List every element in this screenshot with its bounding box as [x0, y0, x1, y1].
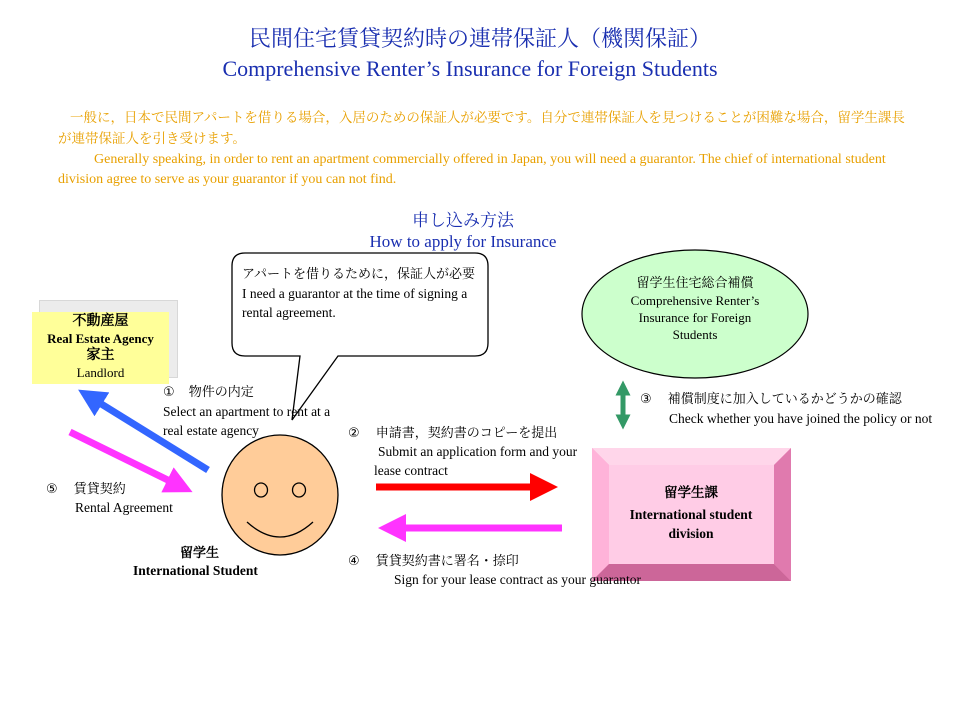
how-to-heading-en: How to apply for Insurance: [369, 232, 557, 251]
intro-text-en: Generally speaking, in order to rent an apartment commercially offered in Japan, you will need a guarantor. The chief of international student division agree to serve as your guarantor if you can not find.: [58, 152, 886, 187]
step4-jp: 賃貸契約書に署名・捺印: [375, 554, 519, 569]
step1-number: ①: [163, 385, 175, 400]
speech-bubble-text: [242, 265, 482, 322]
step4-label: [348, 550, 519, 569]
step3-en: Check whether you have joined the policy or not: [669, 411, 933, 426]
step3-jp: 補償制度に加入しているかどうかの確認: [667, 392, 902, 407]
step4-en: Sign for your lease contract as your guarantor: [394, 572, 642, 587]
callout-jp: アパートを借りるために，保証人が必要: [242, 267, 475, 282]
division-en: International student division: [629, 507, 753, 541]
how-to-heading-jp: 申し込み方法: [412, 211, 514, 231]
step5-jp: 賃貸契約: [73, 482, 126, 497]
page-title-en: Comprehensive Renter’s Insurance for Foreign Students: [222, 56, 718, 81]
step3-number: ③: [640, 392, 652, 407]
step5-number: ⑤: [46, 482, 58, 497]
student-face-icon: [222, 435, 338, 555]
callout-en: I need a guarantor at the time of signing a rental agreement.: [242, 286, 468, 320]
division-label: [606, 484, 776, 543]
step5-label: [46, 478, 126, 497]
insurance-en: Comprehensive Renter’s Insurance for Foreign Students: [630, 293, 760, 342]
step2-en: Submit an application form and your lease contract: [374, 444, 578, 478]
intro-text-jp: 一般に，日本で民間アパートを借りる場合，入居のための保証人が必要です。自分で連帯保証人を見つけることが困難な場合，留学生課長が連帯保証人を引き受けます。: [58, 110, 905, 147]
student-label-jp: 留学生: [180, 546, 220, 561]
agency-title-jp: 不動産屋: [72, 313, 129, 329]
step5-en: Rental Agreement: [75, 500, 173, 515]
real-estate-agency-box: [32, 312, 169, 384]
page-title-jp: 民間住宅賃貸契約時の連帯保証人（機関保証）: [248, 27, 711, 52]
agency-title-en: Real Estate Agency: [47, 331, 154, 346]
insurance-label: [615, 275, 775, 343]
step1-jp: 物件の内定: [188, 385, 254, 400]
step4-number: ④: [348, 554, 360, 569]
landlord-en: Landlord: [76, 365, 125, 380]
student-label-en: International Student: [133, 563, 258, 578]
step3-label: [640, 388, 902, 407]
step2-label: [348, 422, 557, 441]
step1-en: Select an apartment to rent at a real estate agency: [163, 404, 331, 438]
step1-label: [163, 381, 254, 400]
landlord-jp: 家主: [86, 347, 115, 363]
insurance-jp: 留学生住宅総合補償: [636, 276, 754, 291]
step2-number: ②: [348, 426, 360, 441]
step2-jp: 申請書，契約書のコピーを提出: [375, 426, 558, 441]
division-jp: 留学生課: [664, 485, 718, 501]
